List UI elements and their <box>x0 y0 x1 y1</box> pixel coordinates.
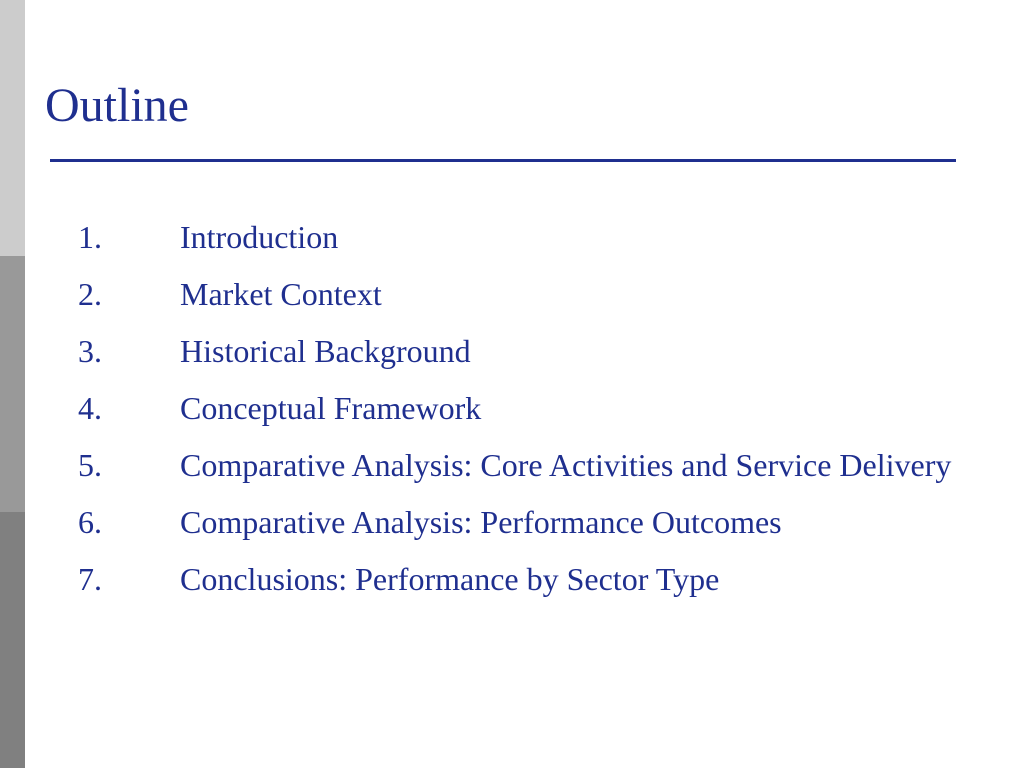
outline-item <box>78 556 968 602</box>
sidebar-stripe-top <box>0 0 25 256</box>
outline-item-number: 4. <box>78 390 102 426</box>
outline-item-text: Conclusions: Performance by Sector Type <box>180 561 720 597</box>
outline-item-text: Comparative Analysis: Performance Outcomes <box>180 504 782 540</box>
outline-item <box>78 499 968 545</box>
sidebar-stripe-middle <box>0 256 25 512</box>
outline-item-number: 6. <box>78 504 102 540</box>
outline-list <box>78 214 968 613</box>
outline-item-number: 2. <box>78 276 102 312</box>
outline-item-number: 5. <box>78 447 102 483</box>
outline-item <box>78 271 968 317</box>
outline-item-number: 1. <box>78 219 102 255</box>
outline-item <box>78 385 968 431</box>
outline-item-text: Introduction <box>180 219 339 255</box>
outline-item-text: Market Context <box>180 276 382 312</box>
outline-item <box>78 328 968 374</box>
outline-item-number: 7. <box>78 561 102 597</box>
sidebar-stripe-bottom <box>0 512 25 768</box>
outline-item <box>78 442 968 488</box>
outline-item <box>78 214 968 260</box>
slide-title: Outline <box>45 79 189 132</box>
outline-item-text: Comparative Analysis: Core Activities and Service Delivery <box>180 447 952 483</box>
outline-item-text: Conceptual Framework <box>180 390 482 426</box>
title-underline <box>50 159 956 162</box>
outline-item-number: 3. <box>78 333 102 369</box>
outline-item-text: Historical Background <box>180 333 471 369</box>
